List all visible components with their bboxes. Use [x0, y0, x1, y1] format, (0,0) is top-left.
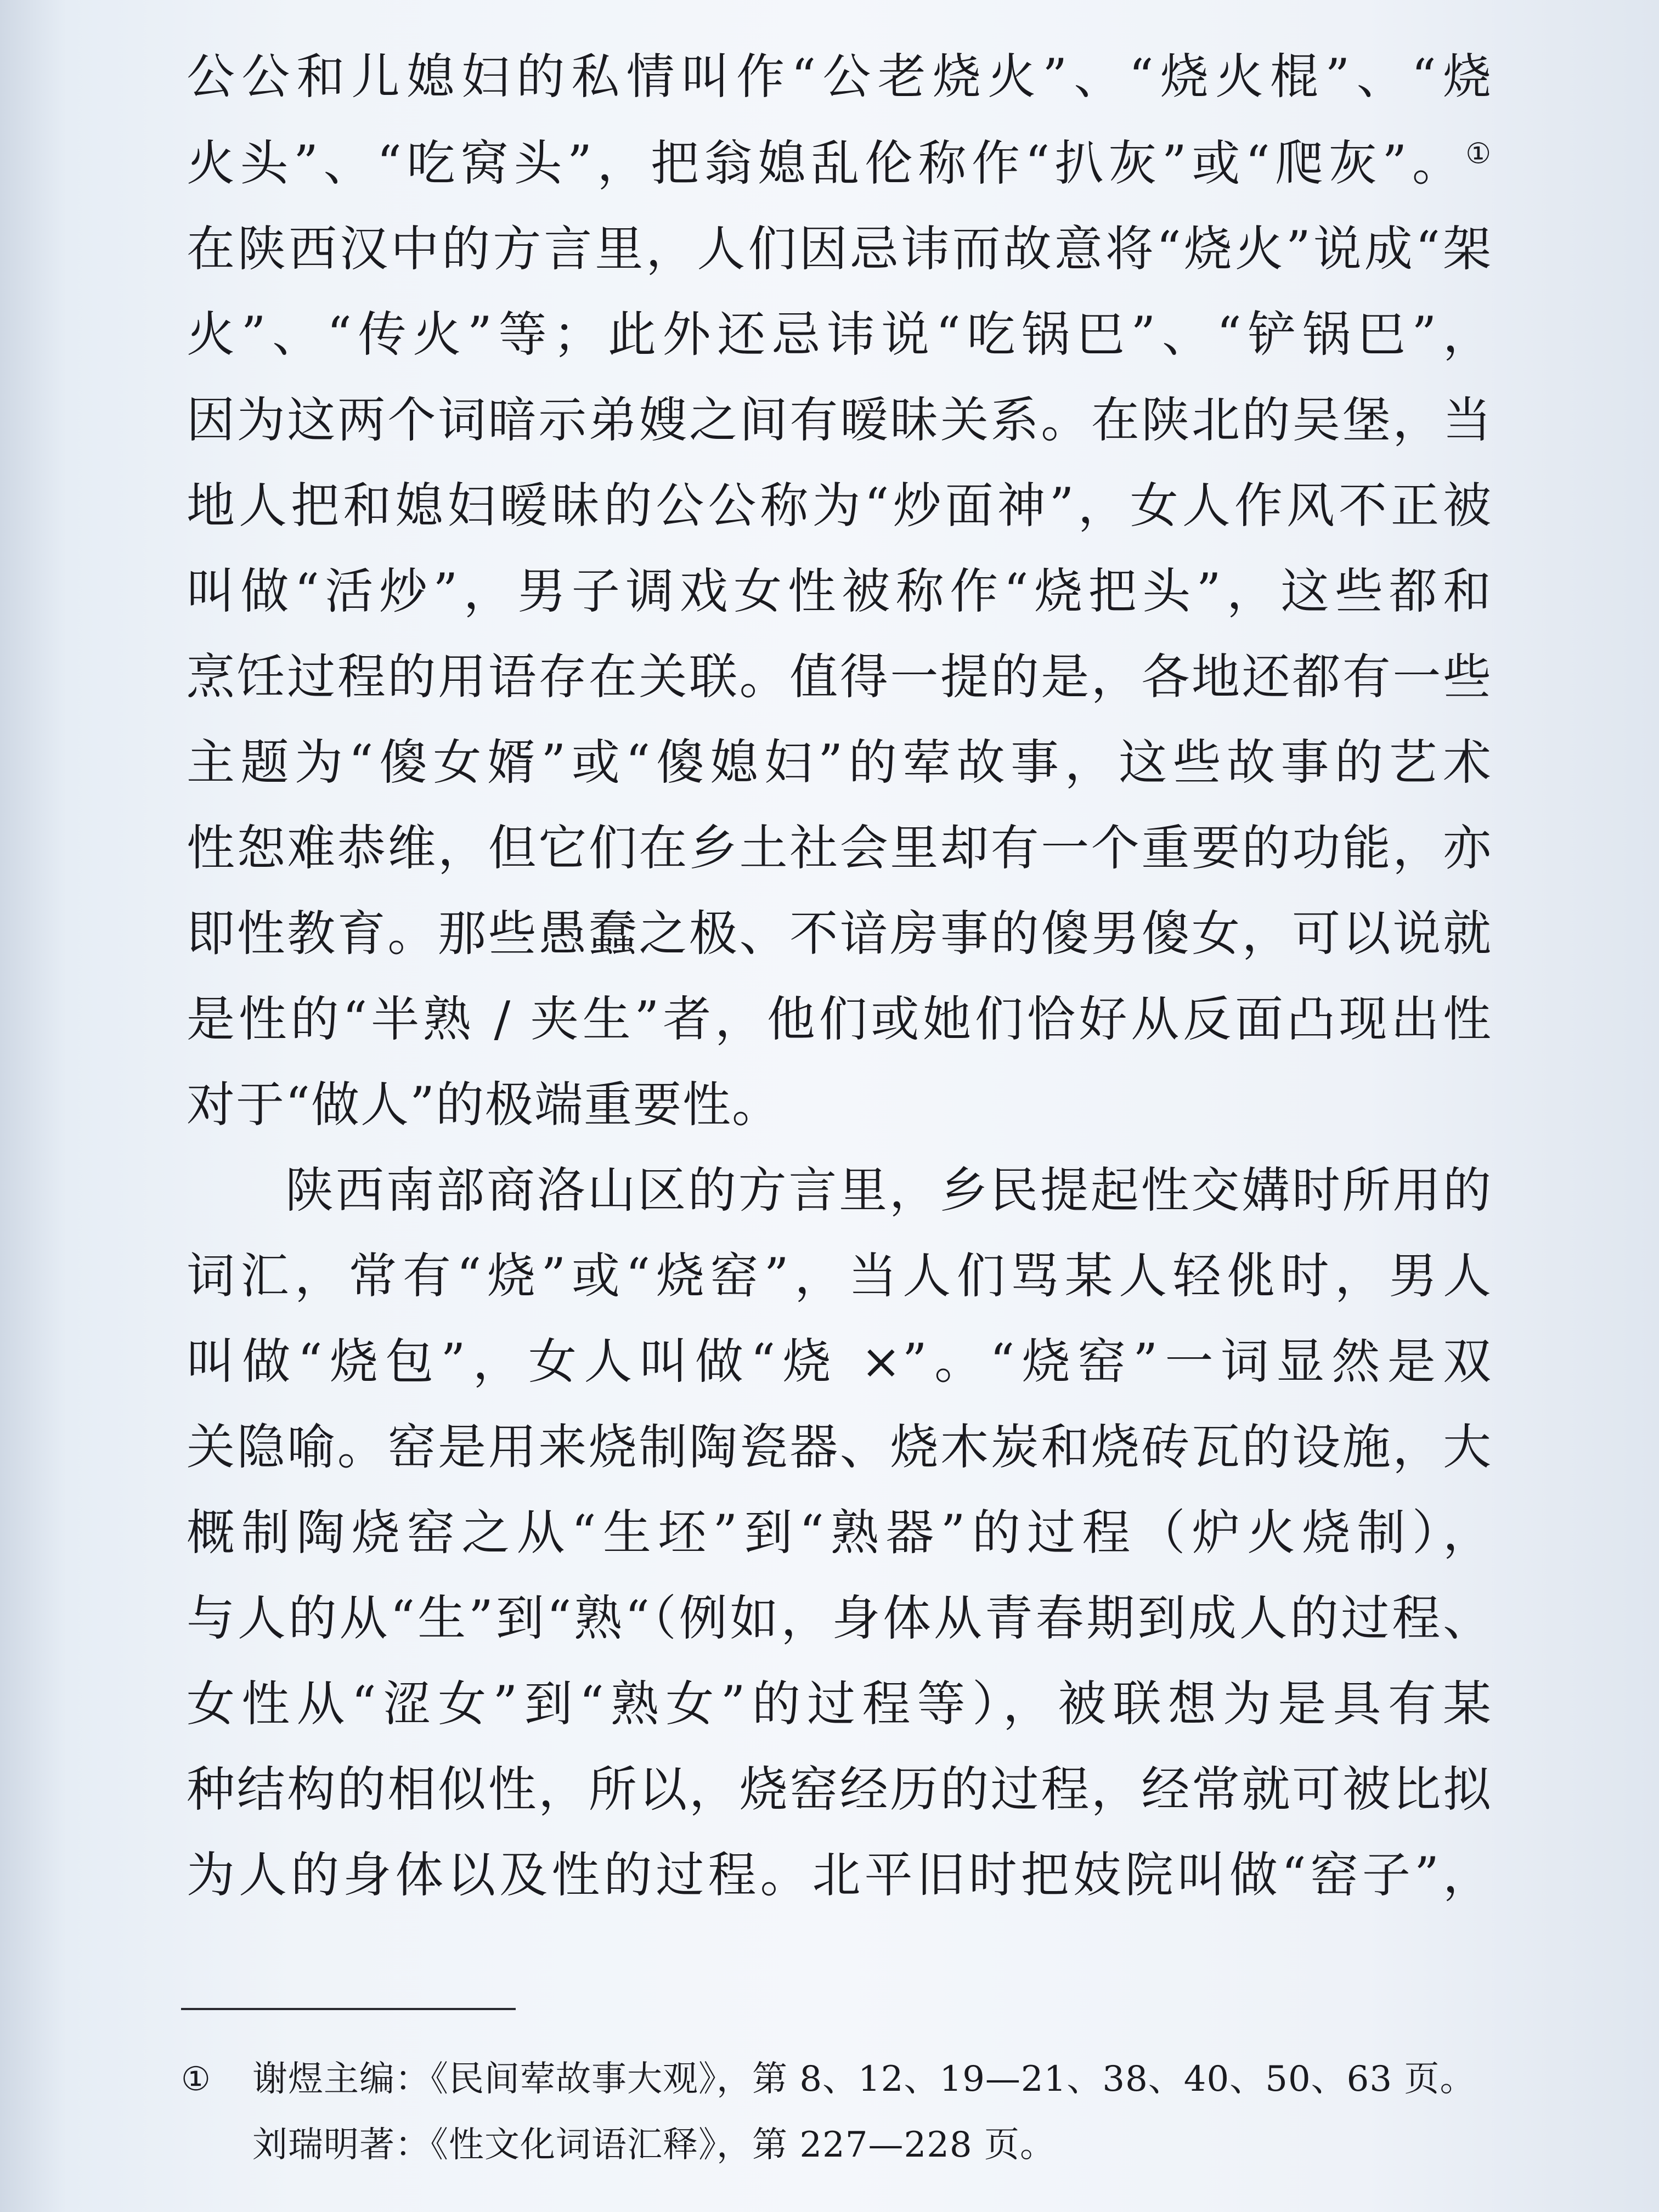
body-line-21: 种结构的相似性，所以，烧窑经历的过程，经常就可被比拟: [187, 1762, 1492, 1817]
body-line-19: 与人的从“生”到“熟“（例如，身体从青春期到成人的过程、: [187, 1591, 1492, 1646]
body-line-2: [187, 136, 1492, 191]
body-line-5: 因为这两个词暗示弟嫂之间有暧昧关系。在陕北的吴堡，当: [187, 393, 1492, 448]
body-line-17: 关隐喻。窑是用来烧制陶瓷器、烧木炭和烧砖瓦的设施，大: [187, 1420, 1492, 1475]
body-line-2-text: 火头”、“吃窝头”，把翁媳乱伦称作“扒灰”或“爬灰”。: [187, 136, 1466, 191]
body-line-11: 即性教育。那些愚蠢之极、不谙房事的傻男傻女，可以说就: [187, 906, 1492, 961]
body-line-7: 叫做“活炒”，男子调戏女性被称作“烧把头”，这些都和: [187, 564, 1492, 619]
body-line-18: 概制陶烧窑之从“生坯”到“熟器”的过程（炉火烧制），: [187, 1505, 1492, 1560]
body-line-3: 在陕西汉中的方言里，人们因忌讳而故意将“烧火”说成“架: [187, 222, 1492, 276]
body-line-20: 女性从“涩女”到“熟女”的过程等），被联想为是具有某: [187, 1677, 1492, 1731]
body-line-22: 为人的身体以及性的过程。北平旧时把妓院叫做“窑子”，: [187, 1848, 1492, 1903]
footnote-number: ①: [181, 2060, 211, 2098]
body-line-8: 烹饪过程的用语存在关联。值得一提的是，各地还都有一些: [187, 650, 1492, 704]
body-line-9: 主题为“傻女婿”或“傻媳妇”的荤故事，这些故事的艺术: [187, 735, 1492, 790]
body-line-6: 地人把和媳妇暧昧的公公称为“炒面神”，女人作风不正被: [187, 478, 1492, 533]
body-line-14: 陕西南部商洛山区的方言里，乡民提起性交媾时所用的: [285, 1163, 1492, 1218]
body-line-1: 公公和儿媳妇的私情叫作“公老烧火”、“烧火棍”、“烧: [187, 49, 1492, 104]
body-line-4: 火”、“传火”等；此外还忌讳说“吃锅巴”、“铲锅巴”，: [187, 307, 1492, 362]
body-line-12: 是性的“半熟 / 夹生”者，他们或她们恰好从反面凸现出性: [187, 992, 1492, 1047]
footnote-rule: [181, 2008, 516, 2010]
body-line-10: 性恕难恭维，但它们在乡土社会里却有一个重要的功能，亦: [187, 821, 1492, 876]
body-line-16: 叫做“烧包”，女人叫做“烧 ×”。“烧窑”一词显然是双: [187, 1334, 1492, 1389]
footnote-marker: ①: [1465, 137, 1492, 171]
footnote-line-2: 刘瑞明著：《性文化词语汇释》，第 227—228 页。: [252, 2125, 1056, 2165]
body-line-13: 对于“做人”的极端重要性。: [187, 1077, 781, 1132]
body-line-15: 词汇，常有“烧”或“烧窑”，当人们骂某人轻佻时，男人: [187, 1249, 1492, 1304]
footnote-line-1: 谢煜主编：《民间荤故事大观》，第 8、12、19—21、38、40、50、63 页。: [252, 2059, 1476, 2100]
